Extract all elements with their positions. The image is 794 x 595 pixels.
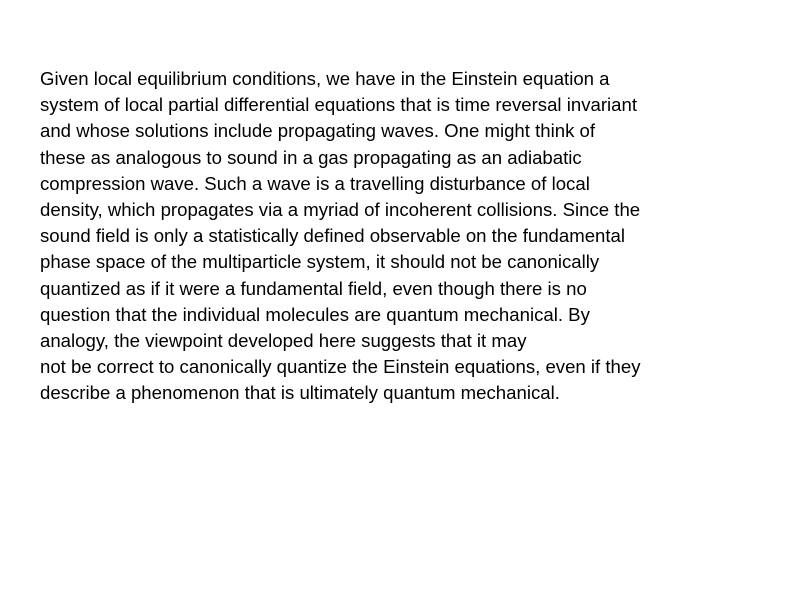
paragraph-line: analogy, the viewpoint developed here suggests that it may (40, 330, 527, 352)
paragraph-line: Given local equilibrium conditions, we have in the Einstein equation a (40, 68, 610, 89)
paragraph-line: sound field is only a statistically defined observable on the fundamental (40, 225, 626, 247)
paragraph-line: describe a phenomenon that is ultimately quantum mechanical. (40, 382, 560, 404)
paragraph-line: quantized as if it were a fundamental field, even though there is no (40, 277, 587, 299)
paragraph-line: and whose solutions include propagating waves. One might think of (40, 120, 596, 142)
paragraph-line: question that the individual molecules are quantum mechanical. By (40, 303, 590, 325)
body-paragraph (40, 66, 770, 407)
paragraph-line: compression wave. Such a wave is a travelling disturbance of local (40, 172, 590, 194)
paragraph-line: not be correct to canonically quantize the Einstein equations, even if they (40, 356, 641, 378)
paragraph-line: density, which propagates via a myriad of incoherent collisions. Since the (40, 199, 641, 221)
paragraph-line: these as analogous to sound in a gas propagating as an adiabatic (40, 146, 582, 168)
paragraph-line: phase space of the multiparticle system, it should not be canonically (40, 251, 600, 273)
paragraph-line: system of local partial differential equations that is time reversal invariant (40, 94, 638, 116)
